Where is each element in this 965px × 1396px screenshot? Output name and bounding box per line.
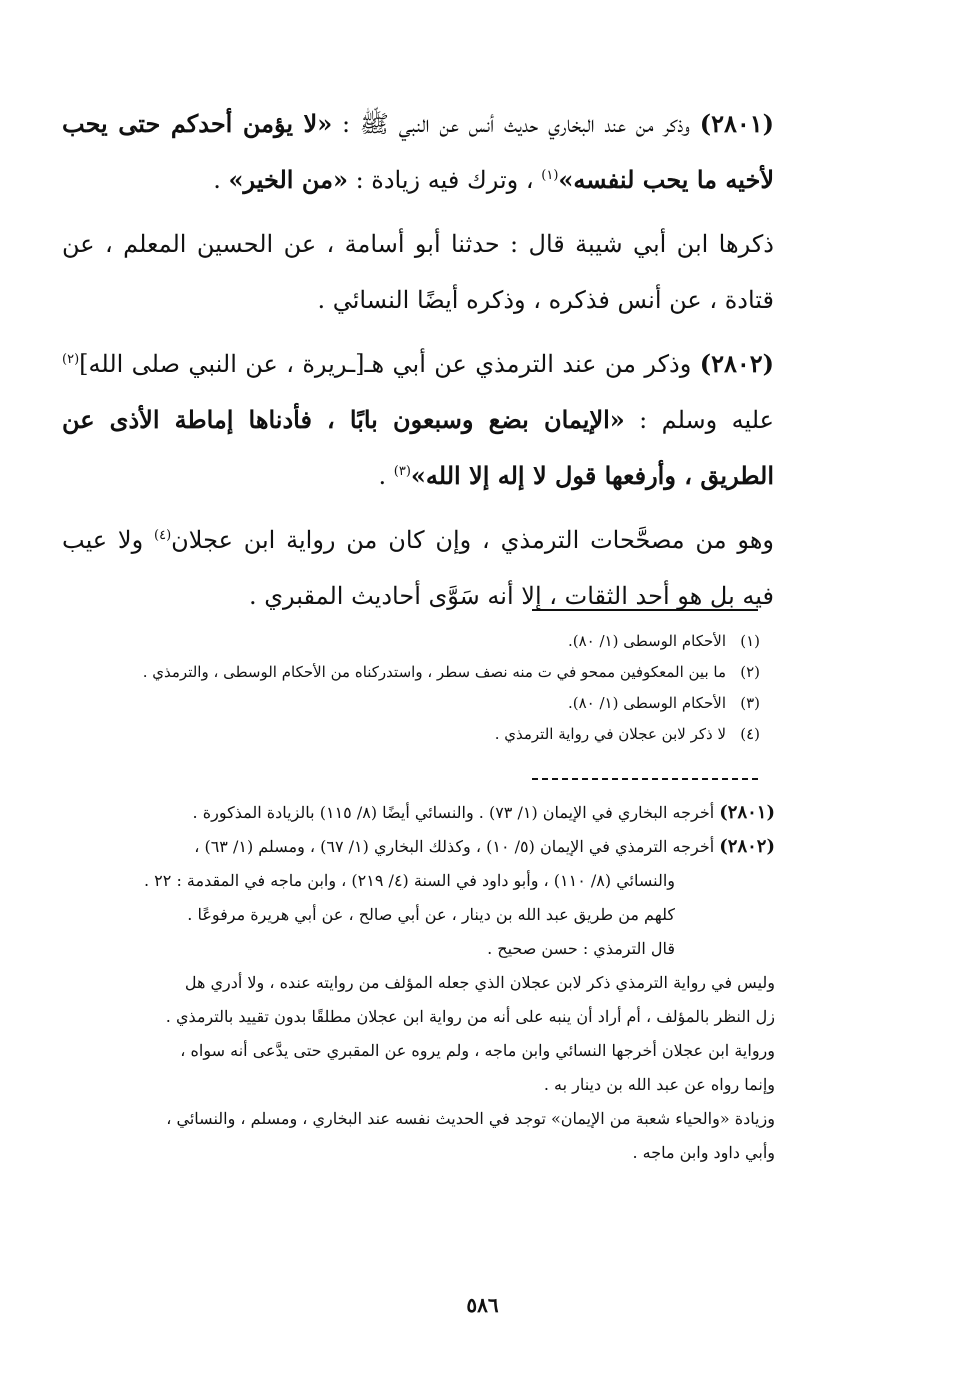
takhrij-line	[65, 898, 775, 932]
hadith-number: (٢٨٠١)	[719, 802, 775, 823]
takhrij-text: وأبي داود وابن ماجه .	[632, 1143, 775, 1162]
footnote-number: (٢)	[740, 663, 760, 681]
takhrij-section	[65, 796, 775, 1170]
paragraph-text: وذكر من عند الترمذي عن أبي هـ[ـريرة ، عن النبي صلى الله]	[79, 350, 700, 378]
footnote-item	[120, 657, 760, 688]
footnote-item	[120, 719, 760, 750]
takhrij-line	[65, 864, 775, 898]
takhrij-text: كلهم من طريق عبد الله بن دينار ، عن أبي صالح ، عن أبي هريرة مرفوعًا .	[187, 905, 675, 924]
takhrij-text: والنسائي (٨/ ١١٠) ، وأبو داود في السنة (٤/ ٢١٩) ، وابن ماجه في المقدمة : ٢٢ .	[144, 871, 675, 890]
takhrij-text: ورواية ابن عجلان أخرجها النسائي وابن ماجه ، ولم يروه عن المقبري حتى يدَّعى أنه سواه ،	[180, 1041, 775, 1060]
hadith-number: (٢٨٠١)	[699, 109, 775, 138]
paragraph-text: عليه وسلم :	[624, 406, 774, 434]
footnote-text: لا ذكر لابن عجلان في رواية الترمذي .	[494, 725, 726, 743]
footnote-ref[interactable]: (٤)	[154, 528, 172, 543]
takhrij-line	[65, 796, 775, 830]
hadith-2801-paragraph	[62, 96, 774, 208]
page-number: ٥٨٦	[466, 1293, 499, 1317]
paragraph-text: ولا عيب فيه بل هو أحد الثقات ، إلا أنه سَوَّى أحاديث المقبري .	[62, 526, 774, 610]
footnote-text: الأحكام الوسطى (١/ ٨٠).	[567, 632, 726, 650]
takhrij-line	[65, 932, 775, 966]
takhrij-text: قال الترمذي : حسن صحيح .	[487, 939, 675, 958]
footnote-item	[120, 688, 760, 719]
footnote-ref[interactable]: (٢)	[62, 352, 80, 367]
hadith-number: (٢٨٠٢)	[719, 836, 775, 857]
footnote-divider	[532, 609, 758, 611]
takhrij-text: وليس في رواية الترمذي ذكر لابن عجلان الذي جعله المؤلف من روايته عنده ، ولا أدري هل	[184, 973, 775, 992]
takhrij-text: وإنما رواه عن عبد الله بن دينار به .	[543, 1075, 775, 1094]
takhrij-text: أخرجه الترمذي في الإيمان (٥/ ١٠) ، وكذلك البخاري (١/ ٦٧) ، ومسلم (١/ ٦٣) ،	[194, 837, 720, 856]
takhrij-text: زل النظر بالمؤلف ، أم أراد أن ينبه على أنه من رواية ابن عجلان مطلقًا بدون تقييد بالترمذي .	[165, 1007, 775, 1026]
takhrij-divider	[532, 778, 758, 780]
hadith-quote: «لا يؤمن أحدكم حتى يحب لأخيه ما يحب لنفسه»	[62, 109, 774, 194]
footnote-number: (٣)	[740, 694, 760, 712]
takhrij-line	[65, 1102, 775, 1136]
hadith-quote: «من الخير»	[228, 165, 348, 194]
footnote-text: الأحكام الوسطى (١/ ٨٠).	[567, 694, 726, 712]
paragraph-text: .	[378, 462, 394, 490]
hadith-quote: «الإيمان بضع وسبعون بابًا ، فأدناها إماطة الأذى عن الطريق ، وأرفعها قول لا إله إلا الله»	[62, 405, 774, 490]
takhrij-line	[65, 1034, 775, 1068]
commentary-paragraph	[62, 216, 774, 328]
paragraph-text: وهو من مصحَّحات الترمذي ، وإن كان من رواية ابن عجلان	[171, 526, 774, 554]
footnote-number: (١)	[740, 632, 760, 650]
footnote-item	[120, 626, 760, 657]
footnote-number: (٤)	[740, 725, 760, 743]
footnotes-section	[120, 626, 760, 750]
takhrij-text: أخرجه البخاري في الإيمان (١/ ٧٣) . والنسائي أيضًا (٨/ ١١٥) بالزيادة المذكورة .	[192, 803, 720, 822]
paragraph-text: .	[213, 166, 229, 194]
paragraph-text: وذكر من عند البخاري حديث أنس عن النبي ﷺ :	[332, 110, 700, 138]
paragraph-text: ذكرها ابن أبي شيبة قال : حدثنا أبو أسامة ، عن الحسين المعلم ، عن قتادة ، عن أنس فذكره ، وذكره أيضًا النسائي .	[62, 230, 774, 314]
takhrij-line	[65, 830, 775, 864]
commentary-paragraph	[62, 512, 774, 624]
paragraph-text: ، وترك فيه زيادة :	[347, 166, 542, 194]
takhrij-line	[65, 966, 775, 1000]
footnote-text: ما بين المعكوفين ممحو في ت منه نصف سطر ، واستدركناه من الأحكام الوسطى ، والترمذي .	[142, 663, 726, 681]
hadith-2802-paragraph	[62, 336, 774, 504]
takhrij-line	[65, 1000, 775, 1034]
hadith-number: (٢٨٠٢)	[699, 349, 774, 378]
takhrij-line	[65, 1136, 775, 1170]
takhrij-line	[65, 1068, 775, 1102]
footnote-ref[interactable]: (١)	[541, 168, 559, 183]
footnote-ref[interactable]: (٣)	[393, 464, 411, 479]
main-text	[62, 96, 774, 632]
takhrij-text: وزيادة «والحياء شعبة من الإيمان» توجد في الحديث نفسه عند البخاري ، ومسلم ، والنسائي ،	[166, 1109, 775, 1128]
